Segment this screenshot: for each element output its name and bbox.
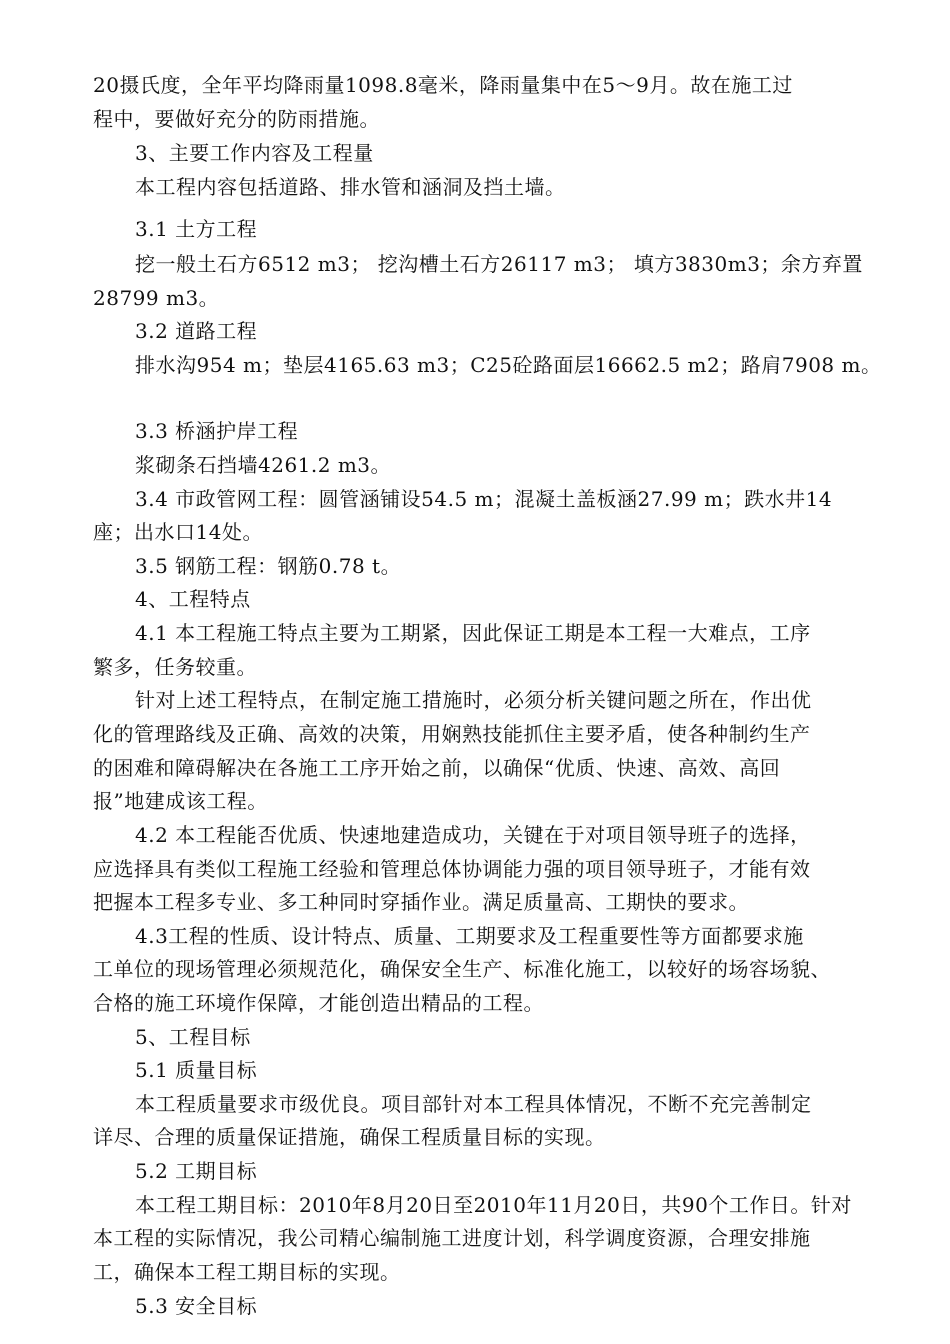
text-line: 4.2 本工程能否优质、快速地建造成功，关键在于对项目领导班子的选择， bbox=[135, 823, 811, 847]
text-line: 排水沟954 m；垫层4165.63 m3；C25砼路面层16662.5 m2；路肩7908 m。 bbox=[135, 353, 882, 377]
text-line: 座；出水口14处。 bbox=[93, 520, 263, 544]
text-line: 工，确保本工程工期目标的实现。 bbox=[93, 1260, 401, 1284]
text-line: 把握本工程多专业、多工种同时穿插作业。满足质量高、工期快的要求。 bbox=[93, 890, 749, 914]
text-line: 3.4 市政管网工程：圆管涵铺设54.5 m；混凝土盖板涵27.99 m；跌水井14 bbox=[135, 487, 833, 511]
text-line: 针对上述工程特点，在制定施工措施时，必须分析关键问题之所在，作出优 bbox=[135, 688, 812, 712]
text-line: 挖一般土石方6512 m3； 挖沟槽土石方26117 m3； 填方3830m3；余方弃置 bbox=[135, 252, 863, 276]
section-heading: 3、主要工作内容及工程量 bbox=[135, 141, 374, 165]
text-line: 本工程质量要求市级优良。项目部针对本工程具体情况，不断不充完善制定 bbox=[135, 1092, 812, 1116]
text-line: 本工程工期目标：2010年8月20日至2010年11月20日，共90个工作日。针对 bbox=[135, 1193, 852, 1217]
text-line: 本工程的实际情况，我公司精心编制施工进度计划，科学调度资源，合理安排施 bbox=[93, 1226, 811, 1250]
text-line: 浆砌条石挡墙4261.2 m3。 bbox=[135, 453, 392, 477]
text-line: 4.3工程的性质、设计特点、质量、工期要求及工程重要性等方面都要求施 bbox=[135, 924, 804, 948]
text-line: 合格的施工环境作保障，才能创造出精品的工程。 bbox=[93, 991, 544, 1015]
section-heading: 5、工程目标 bbox=[135, 1025, 251, 1049]
text-line: 繁多，任务较重。 bbox=[93, 655, 257, 679]
text-line: 工单位的现场管理必须规范化，确保安全生产、标准化施工，以较好的场容场貌、 bbox=[93, 957, 831, 981]
subsection-heading: 5.3 安全目标 bbox=[135, 1294, 258, 1318]
subsection-heading: 5.1 质量目标 bbox=[135, 1058, 258, 1082]
section-heading: 4、工程特点 bbox=[135, 587, 251, 611]
text-line: 的困难和障碍解决在各施工工序开始之前，以确保“优质、快速、高效、高回 bbox=[93, 756, 781, 780]
text-line: 程中，要做好充分的防雨措施。 bbox=[93, 107, 380, 131]
text-line: 3.5 钢筋工程：钢筋0.78 t。 bbox=[135, 554, 402, 578]
text-line: 报”地建成该工程。 bbox=[93, 789, 268, 813]
text-line: 应选择具有类似工程施工经验和管理总体协调能力强的项目领导班子，才能有效 bbox=[93, 857, 811, 881]
text-line: 详尽、合理的质量保证措施，确保工程质量目标的实现。 bbox=[93, 1125, 606, 1149]
subsection-heading: 3.2 道路工程 bbox=[135, 319, 258, 343]
subsection-heading: 3.1 土方工程 bbox=[135, 217, 258, 241]
text-line: 本工程内容包括道路、排水管和涵洞及挡土墙。 bbox=[135, 175, 566, 199]
subsection-heading: 3.3 桥涵护岸工程 bbox=[135, 419, 299, 443]
text-line: 20摄氏度，全年平均降雨量1098.8毫米，降雨量集中在5～9月。故在施工过 bbox=[93, 73, 793, 97]
subsection-heading: 5.2 工期目标 bbox=[135, 1159, 258, 1183]
text-line: 4.1 本工程施工特点主要为工期紧，因此保证工期是本工程一大难点，工序 bbox=[135, 621, 811, 645]
text-line: 28799 m3。 bbox=[93, 286, 220, 310]
text-line: 化的管理路线及正确、高效的决策，用娴熟技能抓住主要矛盾，使各种制约生产 bbox=[93, 722, 811, 746]
